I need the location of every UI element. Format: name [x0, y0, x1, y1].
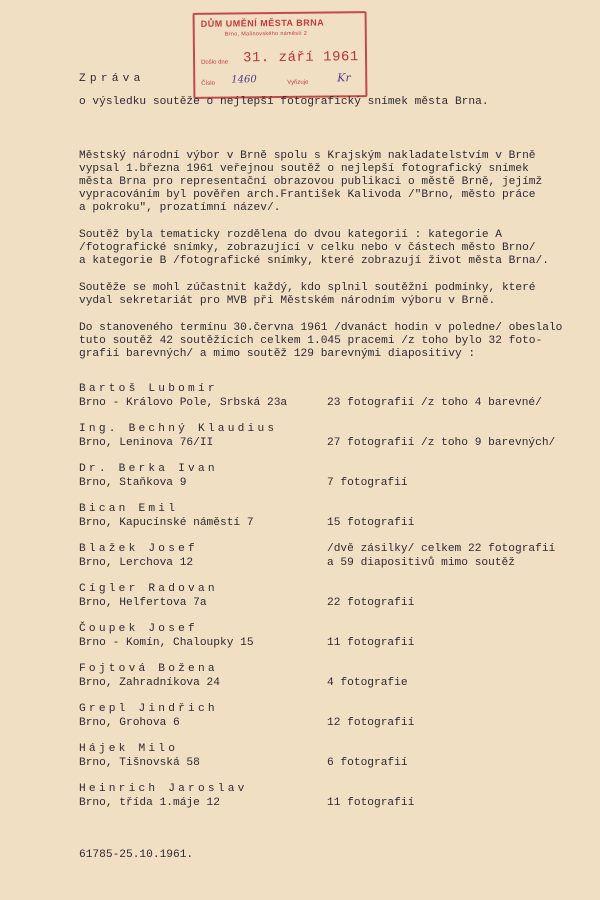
entry-5-name: Blažek Josef [79, 543, 198, 555]
paragraph-1-line-1: Městský národní výbor v Brně spolu s Krajským nakladatelstvím v Brně [79, 150, 536, 162]
entry-1-name: Bartoš Lubomír [79, 383, 218, 395]
stamp-received-date: 31. září 1961 [242, 49, 359, 67]
paragraph-2-line-2: /fotografické snímky, zobrazující v celku nebo v částech město Brno/ [79, 242, 536, 254]
entry-5-result-line-1: /dvě zásilky/ celkem 22 fotografií [327, 543, 556, 555]
document-subtitle: o výsledku soutěže o nejlepší fotografický snímek města Brna. [79, 96, 489, 108]
entry-8-name: Fojtová Božena [79, 663, 218, 675]
paragraph-1-line-2: vypsal 1.března 1961 veřejnou soutěž o nejlepší fotografický snímek [79, 163, 529, 175]
entry-4-address: Brno, Kapucínské náměstí 7 [79, 517, 254, 529]
entry-1-address: Brno - Královo Pole, Srbská 23a [79, 397, 288, 409]
paragraph-1-line-4: vypracováním byl pověřen arch.František Kalivoda /"Brno, město práce [79, 189, 536, 201]
paragraph-4-line-3: grafií barevných/ a mimo soutěž 129 barevnými diapositivy : [79, 348, 476, 360]
paragraph-1-line-3: města Brna pro representační obrazovou publikaci o městě Brně, jejímž [79, 176, 543, 188]
stamp-signature: Kr [337, 71, 351, 85]
paragraph-3-line-2: vydal sekretariát pro MVB při Městském národním výboru v Brně. [79, 295, 496, 307]
paragraph-2-line-1: Soutěž byla tematicky rozdělena do dvou kategorií : kategorie A [79, 229, 502, 241]
entry-5-address: Brno, Lerchova 12 [79, 557, 194, 569]
entry-2-result: 27 fotografií /z toho 9 barevných/ [327, 437, 556, 449]
entry-3-address: Brno, Staňkova 9 [79, 477, 187, 489]
stamp-number-value: 1460 [231, 74, 257, 86]
entry-4-name: Bican Emil [79, 503, 179, 515]
entry-10-name: Hájek Milo [79, 743, 179, 755]
entry-6-result: 22 fotografií [327, 597, 415, 609]
entry-10-result: 6 fotografií [327, 757, 408, 769]
paragraph-4-line-1: Do stanoveného termínu 30.června 1961 /dvanáct hodin v poledne/ obeslalo [79, 322, 563, 334]
entry-1-result: 23 fotografií /z toho 4 barevné/ [327, 397, 542, 409]
stamp-org: DŮM UMĚNÍ MĚSTA BRNA [200, 17, 325, 29]
entry-8-result: 4 fotografie [327, 677, 408, 689]
entry-8-address: Brno, Zahradníkova 24 [79, 677, 220, 689]
entry-10-address: Brno, Tišnovská 58 [79, 757, 200, 769]
entry-11-result: 11 fotografií [327, 797, 415, 809]
entry-7-address: Brno - Komín, Chaloupky 15 [79, 637, 254, 649]
entry-5-result-line-2: a 59 diapositivů mimo soutěž [327, 557, 515, 569]
reference-number: 61785-25.10.1961. [79, 849, 194, 861]
entry-3-result: 7 fotografií [327, 477, 408, 489]
entry-9-name: Grepl Jindřich [79, 703, 218, 715]
entry-7-result: 11 fotografií [327, 637, 415, 649]
stamp-received-label: Došlo dne [201, 59, 229, 66]
entry-2-address: Brno, Leninova 76/II [79, 437, 214, 449]
entry-2-name-text: Ing. Bechný Klaudius [79, 423, 278, 435]
entry-6-name: Cígler Radovan [79, 583, 218, 595]
paragraph-2-line-3: a kategorie B /fotografické snímky, které zobrazují život města Brna/. [79, 255, 549, 267]
stamp-handler-label: Vyřizuje [287, 79, 309, 86]
paragraph-1-line-5: a pokroku", prozatímní název/. [79, 202, 281, 214]
entry-11-address: Brno, třída 1.máje 12 [79, 797, 220, 809]
entry-6-address: Brno, Helfertova 7a [79, 597, 207, 609]
entry-3-name: Dr. Berka Ivan [79, 463, 218, 475]
stamp-number-label: Číslo [201, 80, 216, 87]
entry-4-result: 15 fotografií [327, 517, 415, 529]
entry-7-name: Čoupek Josef [79, 623, 198, 635]
stamp-address: Brno, Malinovského náměstí 2 [224, 30, 308, 38]
entry-9-address: Brno, Grohova 6 [79, 717, 180, 729]
entry-11-name: Heinrich Jaroslav [79, 783, 248, 795]
paragraph-4-line-2: tuto soutěž 42 soutěžících celkem 1.045 pracemi /z toho bylo 32 foto- [79, 335, 543, 347]
received-stamp [193, 11, 368, 99]
document-title: Zpráva [79, 73, 145, 85]
entry-2-name [79, 423, 277, 436]
paragraph-3-line-1: Soutěže se mohl zúčastnit každý, kdo splnil soutěžní podmínky, které [79, 282, 536, 294]
entry-9-result: 12 fotografií [327, 717, 415, 729]
